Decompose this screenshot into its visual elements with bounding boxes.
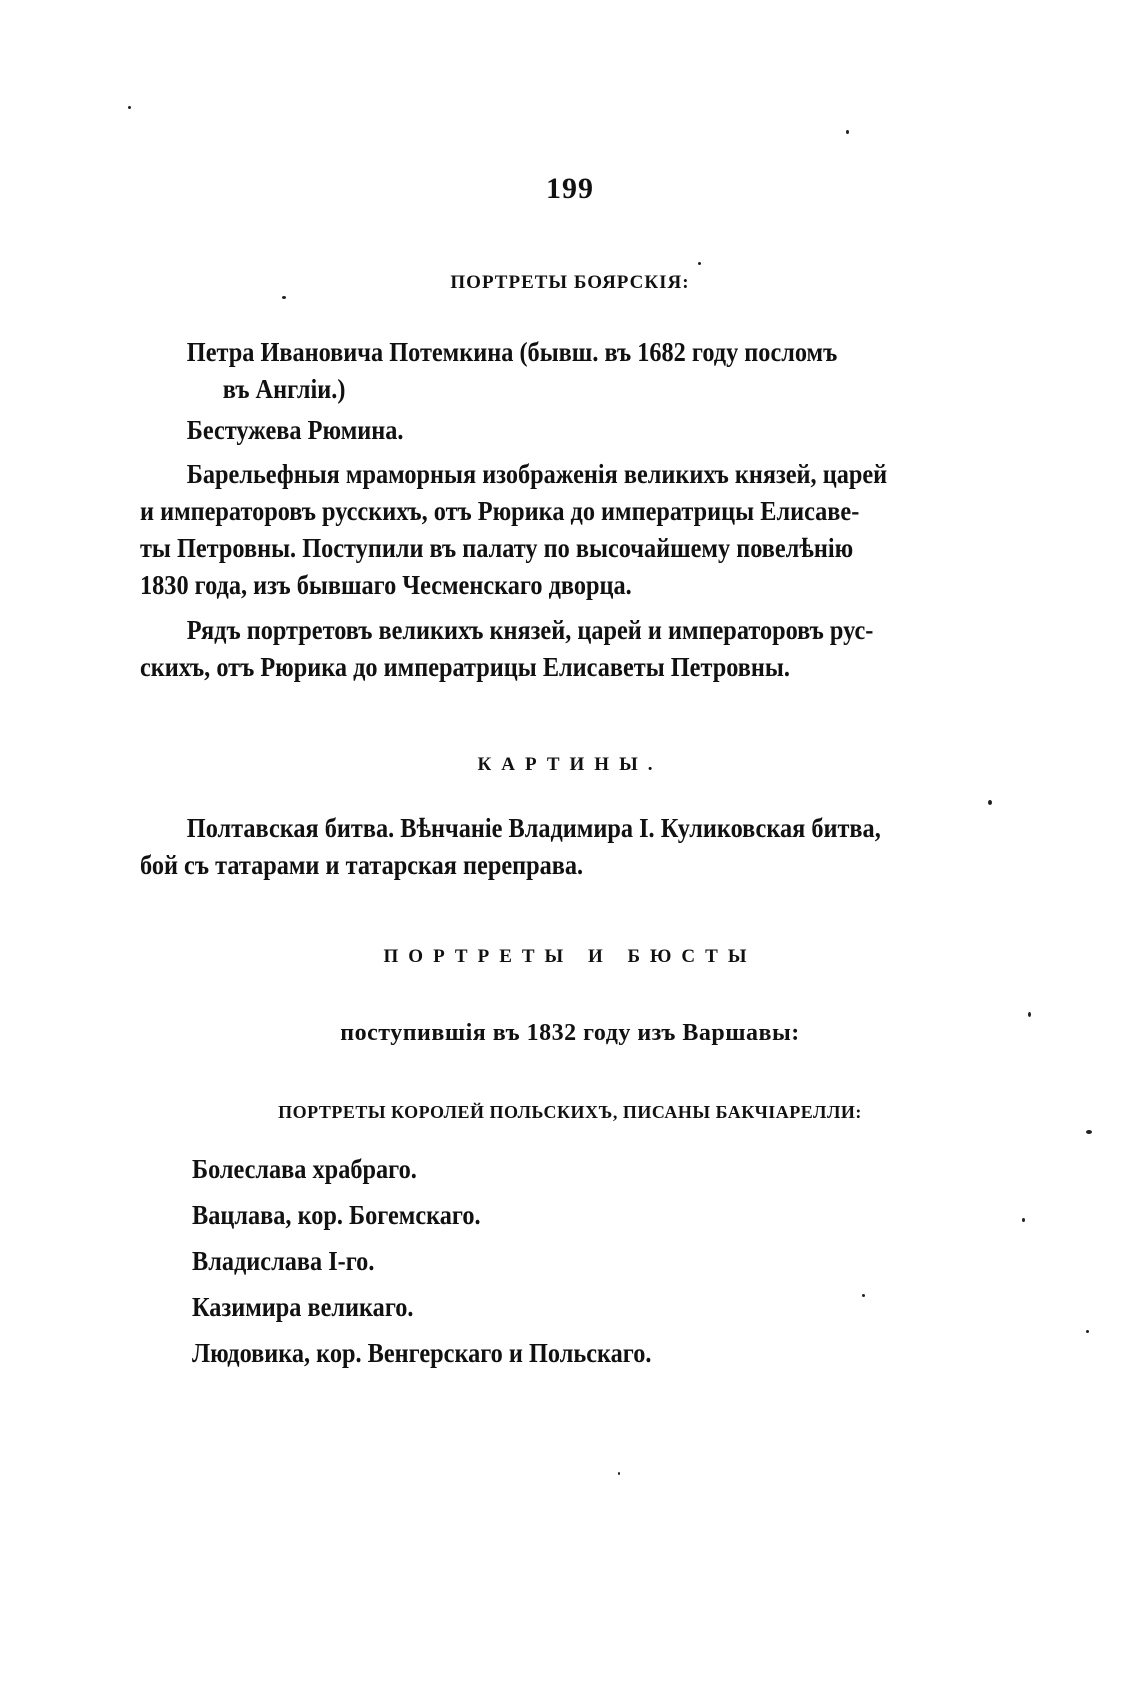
bas-relief-line-2: и императоровъ русскихъ, отъ Рюрика до императрицы Елисаве- [140, 496, 860, 526]
scan-speck [1086, 1330, 1089, 1333]
scan-speck [282, 296, 286, 299]
scan-speck [988, 800, 992, 805]
list-item-boleslav: Болеслава храбраго. [192, 1154, 417, 1184]
list-item-vladislav: Владислава I-го. [192, 1246, 375, 1276]
scan-speck [862, 1294, 865, 1297]
page-number: 199 [546, 172, 594, 205]
scan-speck [618, 1472, 620, 1475]
portrait-row-paragraph [140, 612, 923, 686]
paintings-line-2: бой съ татарами и татарская переправа. [140, 850, 584, 880]
scan-speck [698, 262, 701, 265]
portraits-busts-heading: ПОРТРЕТЫ И БЮСТЫ [383, 946, 757, 967]
paintings-line-1: Полтавская битва. Вѣнчаніе Владимира I. Куликовская битва, [186, 813, 881, 843]
list-item-vaclav: Вацлава, кор. Богемскаго. [192, 1200, 481, 1230]
list-item-ludovik: Людовика, кор. Венгерскаго и Польскаго. [192, 1338, 652, 1368]
paintings-heading: КАРТИНЫ. [477, 754, 663, 775]
portrait-row-line-2: скихъ, отъ Рюрика до императрицы Елисаветы Петровны. [140, 652, 790, 682]
portrait-row-line-1: Рядъ портретовъ великихъ князей, царей и императоровъ рус- [186, 615, 874, 645]
scan-speck [1022, 1218, 1025, 1222]
scan-speck [846, 130, 849, 134]
entry-bestuzhev-text: Бестужева Рюмина. [186, 415, 404, 445]
bas-relief-line-1: Барельефныя мраморныя изображенія великихъ князей, царей [186, 459, 888, 489]
portraits-busts-subheading: поступившія въ 1832 году изъ Варшавы: [340, 1020, 800, 1046]
scan-speck [128, 106, 131, 109]
entry-bestuzhev [140, 412, 923, 449]
bas-relief-line-3: ты Петровны. Поступили въ палату по высочайшему повелѣнію [140, 533, 854, 563]
paintings-paragraph [140, 810, 923, 884]
scan-speck [1028, 1012, 1031, 1017]
list-item-kazimir: Казимира великаго. [192, 1292, 414, 1322]
bas-relief-line-4: 1830 года, изъ бывшаго Чесменскаго дворца. [140, 570, 632, 600]
entry-potemkin [140, 334, 923, 408]
bas-relief-paragraph [140, 456, 923, 604]
entry-potemkin-line-1: Петра Ивановича Потемкина (бывш. въ 1682 году посломъ [186, 337, 838, 367]
polish-kings-heading: ПОРТРЕТЫ КОРОЛЕЙ ПОЛЬСКИХЪ, ПИСАНЫ БАКЧІАРЕЛЛИ: [278, 1102, 862, 1122]
scan-speck [1086, 1130, 1092, 1134]
boyar-portraits-heading: ПОРТРЕТЫ БОЯРСКІЯ: [450, 272, 690, 293]
entry-potemkin-line-2: въ Англіи.) [222, 374, 346, 404]
